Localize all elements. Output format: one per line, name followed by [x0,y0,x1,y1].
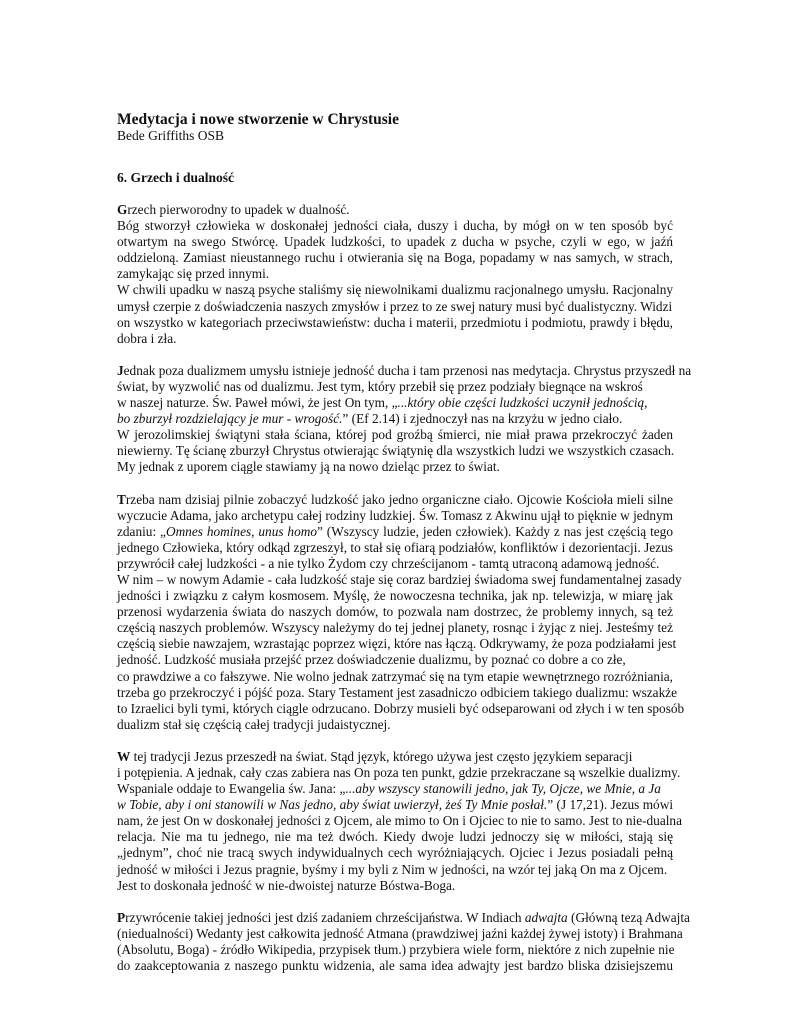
italic-quote: adwajta [524,909,568,925]
text-line [117,395,673,411]
text-line [117,684,678,701]
text-line [117,540,673,556]
paragraph [117,362,692,476]
text-line [117,427,673,443]
text-segment: częścią naszych problemów. Wszyscy należymy do tej jednej planety, rosnąc i żyjąc z niej. Jesteśmy też [117,620,673,636]
paragraph [117,202,673,347]
text-segment: do zaakceptowania z naszego punktu widzenia, ale sama idea adwajty jest bardzo bliska dzisiejszemu [117,958,673,974]
text-segment: ” (Wszyscy ludzie, jeden człowiek). Każdy z nas jest częścią tego [316,523,673,539]
paragraph [117,748,682,894]
text-line [117,492,673,508]
text-segment: W jerozolimskiej świątyni stała ściana, której pod groźbą śmierci, nie miał prawa przekroczyć żaden [117,427,673,443]
text-line [117,925,683,942]
text-segment: zdaniu: „ [117,523,166,539]
text-segment: jedność w miłości i Jezus pragnie, byśmy i my byli z Nim w jedności, na wzór tej jaką On ma z Ojcem. [117,861,668,877]
text-line [117,202,673,218]
text-line [117,942,673,958]
text-line [117,234,673,250]
text-segment: jedności i związku z całym kosmosem. Myślę, że nowoczesna technika, jak np. telewizja, w miarę jak [117,588,673,604]
text-line [117,669,673,685]
text-line [117,331,673,347]
text-line [117,282,673,298]
text-line [117,781,673,797]
paragraph [117,909,690,974]
text-segment: nam, że jest On w doskonałej jedności z Ojcem, ale mimo to On i Ojciec to nie to samo. Jest to nie-dualna [117,813,682,829]
text-line [117,588,673,604]
text-segment: i potępienia. A jednak, cały czas zabiera nas On poza ten punkt, gdzie przekraczane są wszelkie dualizmy. [117,765,681,780]
text-segment: (Absolutu, Boga) - źródło Wikipedia, przypisek tłum.) przybiera wiele form, niektóre z nich zupełnie nie [117,941,675,957]
text-segment: częścią siebie nawzajem, wzrastając poprzez więzi, które nas łączą. Odkrywamy, że poza podziałami jest [117,636,677,652]
text-line [117,862,673,878]
document-author: Bede Griffiths OSB [117,128,224,143]
text-segment: jednego Człowieka, który odkąd zgrzeszył, to stał się ofiarą podziałów, konfliktów i dezorientacji. Jezus [117,539,673,555]
text-segment: w naszej naturze. Św. Paweł mówi, że jest On tym, „ [117,395,398,411]
text-segment: Wspaniale oddaje to Ewangelia św. Jana: „ [117,781,346,797]
text-line [117,878,673,894]
text-line [117,700,685,717]
text-line [117,218,673,234]
document-title: Medytacja i nowe stworzenie w Chrystusie [117,111,399,128]
text-segment: W nim – w nowym Adamie - cała ludzkość staje się coraz bardziej świadoma swej fundamentalnej zasady [117,571,682,587]
text-line [117,636,677,652]
text-line [117,299,673,315]
text-line [117,459,673,475]
text-segment: W chwili upadku w naszą psyche staliśmy się niewolnikami dualizmu racjonalnego umysłu. Racjonalny [117,282,673,298]
text-segment: dobra i zła. [117,330,177,346]
text-line [117,765,681,781]
text-segment: on wszystko w kategoriach przeciwstawieństw: ducha i materii, przedmiotu i podmiotu, prawdy i błędu, [117,314,673,330]
text-segment: dualizm stał się częścią całej tradycji judaistycznej. [117,716,391,732]
text-line [117,443,673,459]
drop-initial: W [117,748,131,764]
italic-quote: Omnes homines, unus homo [165,523,317,539]
document-body [117,111,692,974]
text-segment: tej tradycji Jezus przeszedł na świat. Stąd język, którego używa jest często językiem separacji [130,748,633,764]
text-line [117,797,673,813]
text-segment: rzech pierworodny to upadek w dualność. [127,202,350,217]
text-segment: świat, by wyzwolić nas od dualizmu. Jest tym, który przebił się przez podziały biegnące na wskroś [117,378,643,394]
text-segment: otwartym na swego Stwórcę. Upadek ludzkości, to upadek z ducha w psyche, czyli w ego, w jaźń [117,234,673,250]
drop-initial: G [117,202,128,217]
text-line [117,604,673,620]
paragraph [117,491,685,733]
section-text [117,202,692,974]
text-segment: (Główną tezą Adwajta [567,909,690,925]
text-line [117,845,673,861]
text-segment: to Izraelici byli tymi, których ciągle odrzucano. Dobrzy musieli być odseparowani od złych i w ten sposób [117,700,685,716]
text-segment: ” (J 17,21). Jezus mówi [547,797,674,813]
text-segment: co prawdziwe a co fałszywe. Nie wolno jednak zatrzymać się na tym etapie wewnętrznego rozróżniania, [117,668,674,684]
text-line [117,315,673,331]
text-segment: zamykając się przed innymi. [117,266,270,282]
text-segment: (niedualności) Wedanty jest całkowita jedność Atmana (prawdziwej jaźni każdej żywej istoty) i Brahmana [117,925,683,941]
text-line [117,571,682,588]
text-line [117,717,673,733]
text-line [117,362,692,379]
text-segment: oddzieloną. Zamiast nieustannego ruchu i otwierania się na Boga, popadamy w nas samych, w strach, [117,250,673,266]
text-line [117,829,673,845]
text-line [117,379,673,395]
text-segment: jedność. Ludzkość musiała przejść przez doświadczenie dualizmu, by poznać co dobre a co złe, [117,652,626,668]
drop-initial: J [117,362,124,378]
text-segment: przenosi wydarzenia świata do naszych domów, to pozwala nam dostrzec, że problemy innych, są też [117,604,673,620]
drop-initial: P [117,909,126,925]
text-segment: „jednym”, choć nie tracą swych indywidualnych cech wyróżniających. Ojciec i Jezus posiadali pełną [117,845,673,861]
italic-quote: ...który obie części ludzkości uczynił jednością, [397,395,648,411]
text-segment: rzywrócenie takiej jedności jest dziś zadaniem chrześcijaństwa. W Indiach [125,909,525,925]
text-segment: umysł czerpie z doświadczenia naszych zmysłów i przez to ze swej natury musi być dualistyczny. Widzi [117,298,673,314]
section-heading: 6. Grzech i dualność [117,170,234,185]
text-line [117,508,673,524]
text-line [117,556,673,572]
text-line [117,250,673,266]
text-line [117,266,673,282]
text-segment: Bóg stworzył człowieka w doskonałej jedności ciała, duszy i ducha, by mógł on w ten sposób być [117,218,673,234]
text-line [117,909,690,926]
text-segment: Jest to doskonała jedność w nie-dwoistej naturze Bóstwa-Boga. [117,877,456,893]
text-segment: niewierny. Tę ścianę zburzył Chrystus otwierając świątynię dla wszystkich ludzi we wszystkich czasach. [117,443,675,459]
text-line [117,411,673,427]
text-segment: przywrócił całej ludzkości - a nie tylko Żydom czy chrześcijanom - tamtą utraconą adamową jedność. [117,555,660,571]
text-segment: relacja. Nie ma tu jednego, nie ma też dwóch. Kiedy dwoje ludzi jednoczy się w miłości, stają się [117,829,673,845]
italic-quote: ...aby wszyscy stanowili jedno, jak Ty, Ojcze, we Mnie, a Ja [345,781,661,797]
text-segment: ednak poza dualizmem umysłu istnieje jedność ducha i tam przenosi nas medytacja. Chrystus przyszedł na [123,362,692,378]
text-segment: trzeba go przekroczyć i pójść poza. Stary Testament jest zasadniczo odbiciem takiego dualizmu: wszakże [117,684,678,700]
text-line [117,749,673,765]
text-line [117,524,673,540]
italic-quote: bo zburzył rozdzielający je mur - wrogość. [117,411,343,427]
text-segment: rzeba nam dzisiaj pilnie zobaczyć ludzkość jako jedno organiczne ciało. Ojcowie Kościoła mieli silne [125,491,673,507]
text-segment: ” (Ef 2.14) i zjednoczył nas na krzyżu w jedno ciało. [342,411,623,427]
italic-quote: w Tobie, aby i oni stanowili w Nas jedno, aby świat uwierzył, żeś Ty Mnie posłał. [117,797,548,813]
text-line [117,652,673,668]
text-line [117,958,673,974]
text-segment: My jednak z uporem ciągle stawiamy ją na nowo dzieląc przez to świat. [117,459,500,475]
text-line [117,620,673,636]
drop-initial: T [117,491,126,507]
text-line [117,813,682,829]
text-segment: wyczucie Adama, jako archetypu całej rodziny ludzkiej. Św. Tomasz z Akwinu ujął to pięknie w jednym [117,507,673,523]
